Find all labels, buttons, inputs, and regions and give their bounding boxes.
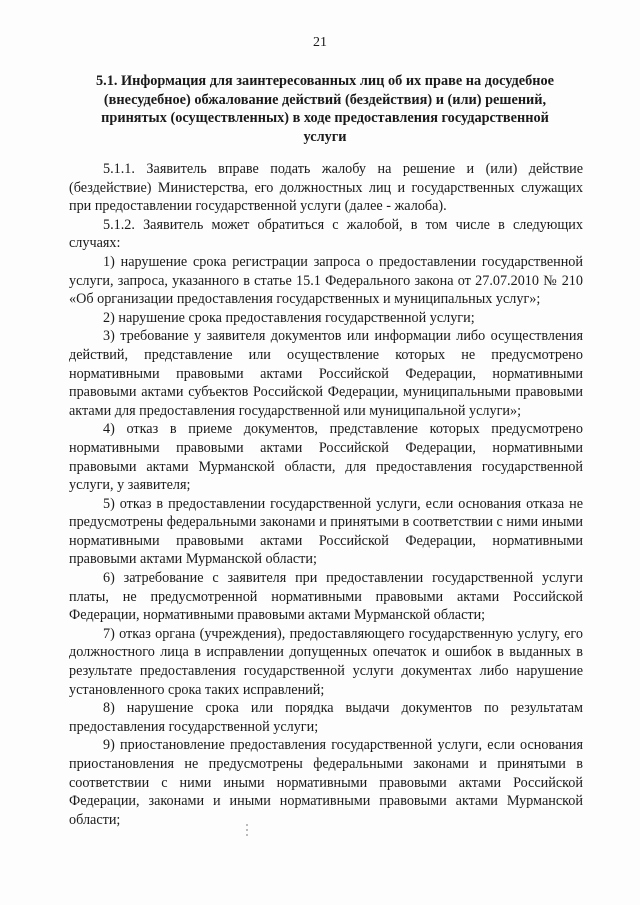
page-number: 21	[313, 35, 327, 50]
scan-artifact	[246, 824, 248, 838]
list-item-4: 4) отказ в приеме документов, представление которых предусмотрено нормативными правовыми актами Российской Федерации, нормативными правовыми актами Мурманской области, для предоставления государственной услуги, у заявителя;	[69, 421, 583, 494]
paragraph-5-1-2: 5.1.2. Заявитель может обратиться с жалобой, в том числе в следующих случаях:	[69, 216, 583, 252]
list-item-5: 5) отказ в предоставлении государственной услуги, если основания отказа не предусмотрены федеральными законами и принятыми в соответствии с ними иными нормативными правовыми актами Российской Федерации, нормативными правовыми актами Мурманской области;	[69, 495, 583, 568]
list-item-2: 2) нарушение срока предоставления государственной услуги;	[103, 309, 475, 326]
list-item-8: 8) нарушение срока или порядка выдачи документов по результатам предоставления государственной услуги;	[69, 700, 583, 735]
list-item-6: 6) затребование с заявителя при предоставлении государственной услуги платы, не предусмотренной нормативными правовыми актами Российской Федерации, нормативными правовыми актами Мурманской области;	[69, 570, 583, 624]
list-item-1: 1) нарушение срока регистрации запроса о предоставлении государственной услуги, запроса, указанного в статье 15.1 Федерального закона от 27.07.2010 № 210 «Об организации предоставления государственных и муниципальных услуг»;	[69, 253, 583, 308]
list-item-9: 9) приостановление предоставления государственной услуги, если основания приостановления не предусмотрены федеральными законами и принятыми в соответствии с ними иными нормативными правовыми актами Российской Федерации, законами и иными нормативными правовыми актами Мурманской области;	[69, 737, 583, 828]
document-body	[69, 160, 583, 829]
paragraph-5-1-1: 5.1.1. Заявитель вправе подать жалобу на решение и (или) действие (бездействие) Министерства, его должностных лиц и государственных служащих при предоставлении государственной услуги (далее - жалоба).	[69, 161, 583, 215]
list-item-7: 7) отказ органа (учреждения), предоставляющего государственную услугу, его должностного лица в исправлении допущенных опечаток и ошибок в выданных в результате предоставления государственной услуги документах либо нарушение установленного срока таких исправлений;	[69, 625, 583, 698]
section-heading: 5.1. Информация для заинтересованных лиц об их праве на досудебное (внесудебное) обжалование действий (бездействия) и (или) решений, принятых (осуществленных) в ходе предоставления государственной услуги	[96, 73, 554, 145]
list-item-3: 3) требование у заявителя документов или информации либо осуществления действий, представление или осуществление которых не предусмотрено нормативными правовыми актами Российской Федерации, нормативными правовыми актами субъектов Российской Федерации, муниципальными правовыми актами для предоставления государственной или муниципальной услуги»;	[69, 328, 583, 419]
